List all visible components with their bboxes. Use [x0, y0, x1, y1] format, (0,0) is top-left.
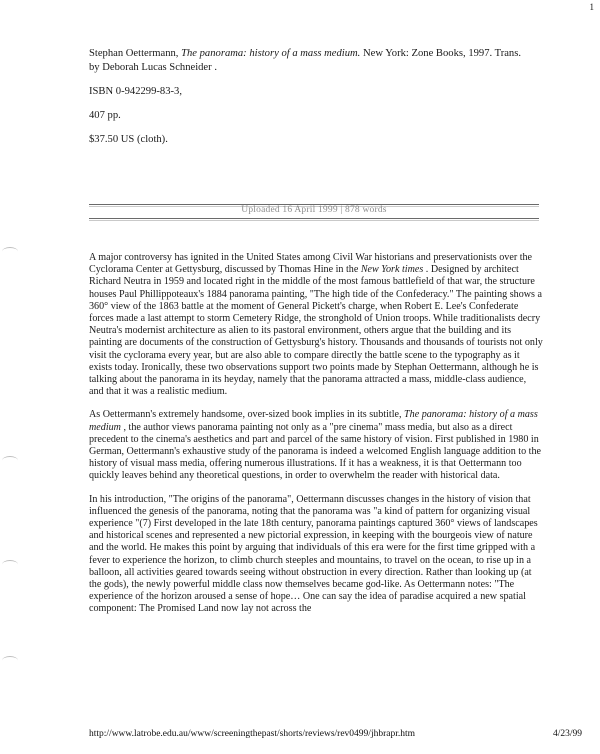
paragraph-3: In his introduction, "The origins of the panorama", Oettermann discusses changes in the history of vision that influenced the genesis of the panorama, noting that the panorama was "a kind of pattern for organizing visual experience "(7) First developed in the late 18th century, panorama paintings captured 360° views of landscapes and historical scenes and represented a new pictorial expression, in keeping with the bourgeois view of nature and the world. He makes this point by arguing that individuals of this era were for the first time gripped with a fever to experience the horizon, to climb church steeples and mountains, to travel on the ocean, to rise up in a balloon, all activities geared towards seeing without obstruction in every direction. Rather than looking up (at the gods), the newly powerful middle class now themselves became god-like. As Oettermann notes: "The experience of the horizon aroused a sense of hope… One can say the idea of paradise acquired a new spatial component: The Promised Land now lay not across the: [89, 493, 538, 615]
citation-publisher: New York: Zone Books, 1997. Trans. by Deborah Lucas Schneider .: [89, 48, 522, 73]
page-footer: [89, 729, 582, 739]
upload-note: Uploaded 16 April 1999 | 878 words: [241, 205, 387, 215]
citation-price: $37.50 US (cloth).: [89, 134, 168, 145]
page-marker: 1: [589, 2, 594, 12]
footer-url: http://www.latrobe.edu.au/www/screeningthepast/shorts/reviews/rev0499/jhbrapr.htm: [89, 729, 416, 739]
margin-mark: [2, 560, 18, 569]
paragraph-text: , the author views panorama painting not only as a "pre cinema" mass media, but also as a direct precedent to the cinema's aesthetics and part and parcel of the same history of vision. First published in 1980 in German, Oettermann's exhaustive study of the panorama is indeed a welcomed English language addition to the history of visual mass media, offering numerous illustrations. If it has a weakness, it is that Oettermann too quickly leaves behind any theoretical questions, in order to overwhelm the reader with historical data.: [89, 421, 541, 482]
footer-date: 4/23/99: [552, 729, 582, 739]
citation-title: The panorama: history of a mass medium.: [181, 48, 361, 59]
paragraph-2: [89, 409, 543, 482]
citation-author: Stephan Oettermann,: [89, 48, 182, 59]
paragraph-text: A major controversy has ignited in the United States among Civil War historians and preservationists over the Cyclorama Center at Gettysburg, discussed by Thomas Hine in the: [89, 252, 533, 276]
citation-line: [89, 47, 529, 75]
review-body: [89, 252, 543, 627]
margin-mark: [2, 656, 18, 665]
paragraph-text: As Oettermann's extremely handsome, over-sized book implies in its subtitle,: [89, 409, 405, 421]
newspaper-title: New York times: [360, 264, 424, 276]
book-title: The panorama: history of a mass medium: [89, 409, 538, 433]
margin-mark: [2, 456, 18, 465]
citation-block: [89, 47, 529, 157]
paragraph-text: . Designed by architect Richard Neutra in 1959 and located right in the middle of the most famous battlefield of that war, the structure houses Paul Phillippoteaux's 1884 panorama painting, "The high tide of the Confederacy." The painting shows a 360° view of the 1863 battle at the moment of General Pickett's charge, when Robert E. Lee's Confederate forces made a last attempt to storm Cemetery Ridge, the stronghold of Union troops. While traditionalists decry Neutra's modernist architecture as alien to its pastoral environment, others argue that the building and its painting are documents of the construction of Gettysburg's history. Thousands and thousands of tourists not only visit the cyclorama every year, but are also able to compare directly the battle scene to the typography as it exists today. Ironically, these two observations support two points made by Stephan Oettermann, although he is talking about the panorama in its heyday, namely that the panorama attracted a mass, middle-class audience, and that it was a realistic medium.: [89, 264, 543, 398]
paragraph-1: [89, 252, 543, 398]
margin-mark: [2, 247, 18, 256]
divider-bottom: [89, 218, 539, 221]
citation-pages: 407 pp.: [89, 110, 121, 121]
citation-isbn: ISBN 0-942299-83-3,: [89, 86, 182, 97]
